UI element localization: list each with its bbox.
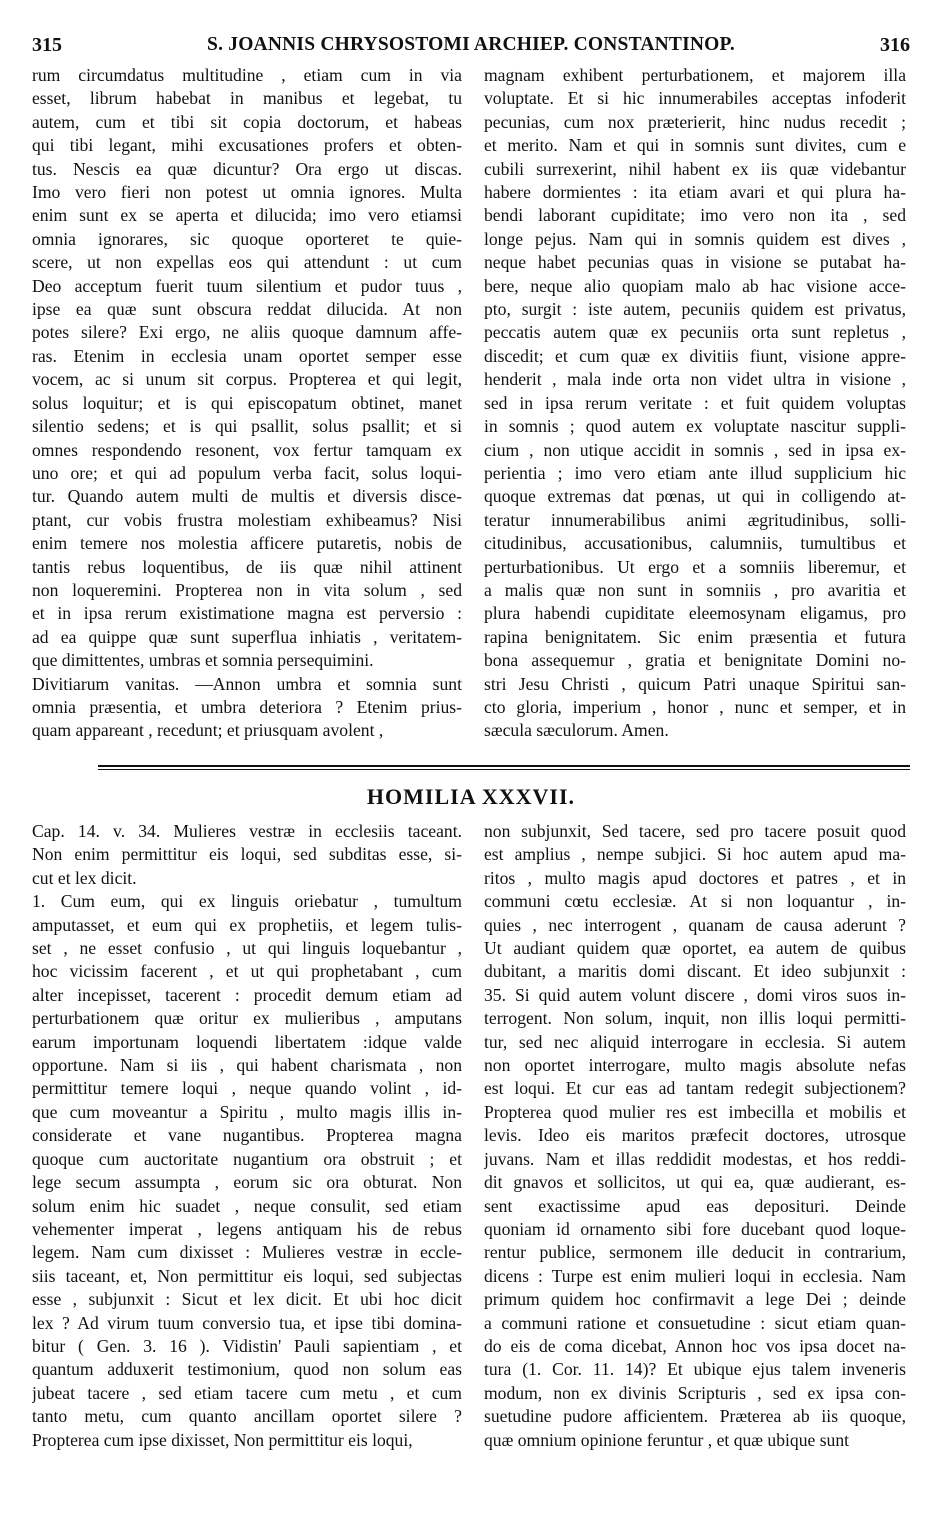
text-line: tura (1. Cor. 11. 14)? Et ubique ejus talem inveneris xyxy=(484,1359,906,1380)
text-line: pecunias, cum nox præterierit, hinc nudus recedit ; xyxy=(484,111,906,132)
text-line: citudinibus, accusationibus, calumniis, tumultibus et xyxy=(484,533,906,554)
text-line: voluptate. Et si hic innumerabiles acceptas infoderit xyxy=(484,88,906,109)
text-line: cto gloria, imperium , honor , nunc et semper, et in xyxy=(484,696,906,717)
text-line: vocem, ac si unum sit corpus. Propterea et qui legit, xyxy=(32,369,462,390)
text-line: non loqueremini. Propterea non in vita solum , sed xyxy=(32,579,462,600)
text-line: suetudine pudore afficientem. Præterea ab iis quoque, xyxy=(484,1406,906,1427)
running-title: S. JOANNIS CHRYSOSTOMI ARCHIEP. CONSTANTINOP. xyxy=(207,34,735,55)
text-line: sed in ipsa rerum veritate : et fuit quidem voluptas xyxy=(484,392,906,413)
text-line: pto, surgit : iste autem, pecuniis quidem est privatus, xyxy=(484,299,906,320)
text-line: vehementer imperat , legens antiquam his de rebus xyxy=(32,1218,462,1239)
text-line: silentio sedens; et is qui psallit, solus psallit; et si xyxy=(32,416,462,437)
text-line: perturbationibus. Ut ergo et a somniis liberemur, et xyxy=(484,556,906,577)
text-line: Divitiarum vanitas. —Annon umbra et somnia sunt xyxy=(32,673,462,694)
column-bottom-right xyxy=(484,820,906,1452)
text-line: teratur innumerabilibus animi ægritudinibus, solli- xyxy=(484,509,906,530)
text-line: Cap. 14. v. 34. Mulieres vestræ in ecclesiis taceant. xyxy=(32,821,462,841)
text-line: et in ipsa rerum existimatione magna est perversio : xyxy=(32,603,462,624)
column-top-left xyxy=(32,64,462,743)
text-line: solus loquitur; et is qui episcopatum obtinet, manet xyxy=(32,392,462,413)
text-line: jubeat tacere , sed etiam tacere cum metu , et cum xyxy=(32,1382,462,1403)
text-line: neque habet pecunias quas in visione se putabat ha- xyxy=(484,252,906,273)
text-line: Ut audiant quidem quæ oportet, ea autem de quibus xyxy=(484,938,906,959)
section-rule xyxy=(98,765,910,767)
text-line: Deo acceptum fuerit tuum silentium et pudor tuus , xyxy=(32,275,462,296)
text-line: terrogent. Non solum, inquit, non illis loqui permitti- xyxy=(484,1008,906,1029)
column-top-right xyxy=(484,64,906,743)
text-line: opportune. Nam si iis , qui habent charismata , non xyxy=(32,1055,462,1076)
text-line: ipse ea quæ sunt obscura reddat dilucida. At non xyxy=(32,299,462,320)
text-line: non subjunxit, Sed tacere, sed pro tacere posuit quod xyxy=(484,821,906,841)
page-number-right: 316 xyxy=(880,34,910,56)
text-line: permittitur temere loqui , neque quando volint , id- xyxy=(32,1078,462,1099)
text-line: legem. Nam cum dixisset : Mulieres vestræ in eccle- xyxy=(32,1242,462,1263)
text-line: cubili surrexerint, nihil habent ex iis quæ videbantur xyxy=(484,158,906,179)
text-line: a communi ratione et consuetudine : sicut etiam quan- xyxy=(484,1312,906,1333)
text-line: Imo vero fieri non potest ut omnia ignores. Multa xyxy=(32,182,462,203)
text-line: solum enim hic suadet , neque consulit, sed etiam xyxy=(32,1195,462,1216)
text-line: sent exactissime apud eas depositurі. Deinde xyxy=(484,1195,906,1216)
text-line: scere, ut non expellas eos qui attendunt : ut cum xyxy=(32,252,462,273)
text-line: enim sunt ex se aperta et dilucida; imo vero etiamsi xyxy=(32,205,462,226)
text-line: quoniam id ornamento sibi fore ducebant quod loque- xyxy=(484,1218,906,1239)
text-line: stri Jesu Christi , quicum Patri unaque Spiritui san- xyxy=(484,673,906,694)
text-line: siis taceant, et, Non permittitur eis loqui, sed subjectas xyxy=(32,1265,462,1286)
text-line: considerate et vane nugantibus. Propterea magna xyxy=(32,1125,462,1146)
text-line: bendi laborant cupiditate; imo vero non ita , sed xyxy=(484,205,906,226)
text-line: que dimittentes, umbras et somnia persequimini. xyxy=(32,650,374,671)
text-line: enim temere nos molestia afficere putaretis, nobis de xyxy=(32,533,462,554)
text-line: Propterea quod mulier res est imbecilla et mobilis et xyxy=(484,1101,906,1122)
text-line: non oportet interrogare, multo magis absolute nefas xyxy=(484,1055,906,1076)
text-line: discedit; et cum quæ ex divitiis fiunt, visione appre- xyxy=(484,345,906,366)
text-line: longe pejus. Nam qui in somnis quidem est dives , xyxy=(484,228,906,249)
column-bottom-left xyxy=(32,820,462,1452)
text-line: perturbationem quæ oritur ex mulieribus , amputans xyxy=(32,1008,462,1029)
text-line: autem, cum et tibi sit copia doctorum, et habeas xyxy=(32,111,462,132)
text-line: 1. Cum eum, qui ex linguis oriebatur , tumultum xyxy=(32,891,462,912)
text-line: quam appareant , recedunt; et priusquam avolent , xyxy=(32,720,384,741)
text-line: 35. Si quid autem volunt discere , domi viros suos in- xyxy=(484,984,906,1005)
text-line: esset, librum habebat in manibus et legebat, tu xyxy=(32,88,462,109)
text-line: sæcula sæculorum. Amen. xyxy=(484,720,669,741)
text-line: que cum moveantur a Spiritu , multo magis illis in- xyxy=(32,1101,462,1122)
text-line: habere dormientes : ita etiam avari et qui plura ha- xyxy=(484,182,906,203)
text-line: bere, neque alio quopiam malo ab hac visione acce- xyxy=(484,275,906,296)
page-number-left: 315 xyxy=(32,34,62,56)
text-line: lege secum assumpta , eorum sic ora obturat. Non xyxy=(32,1172,462,1193)
text-line: quies , nec interrogent , quanam de causa aderunt ? xyxy=(484,914,906,935)
text-line: rapina benignitatem. Sic enim præsentia et futura xyxy=(484,626,906,647)
text-line: juvans. Nam et illas reddidit modestas, et hos reddi- xyxy=(484,1148,906,1169)
text-line: earum importunam loquendi libertatem :idque valde xyxy=(32,1031,462,1052)
text-line: omnes respondendo resonent, vox fertur tamquam ex xyxy=(32,439,462,460)
text-line: tantis rebus loquentibus, de iis quæ nihil attinent xyxy=(32,556,462,577)
text-line: plura habendi cupiditate eleemosynam eligamus, pro xyxy=(484,603,906,624)
text-line: tus. Nescis ea quæ dicuntur? Ora ergo ut discas. xyxy=(32,158,462,179)
text-line: a malis quæ non sunt in somniis , pro avaritia et xyxy=(484,579,906,600)
text-line: omnia ignorares, sic quoque oporteret te quie- xyxy=(32,228,462,249)
text-line: Propterea cum ipse dixisset, Non permittitur eis loqui, xyxy=(32,1429,413,1450)
text-line: esse , subjunxit : Sicut et lex dicit. Et ubi hoc dicit xyxy=(32,1289,462,1310)
text-line: uno ore; et qui ad populum verba facit, solus loqui- xyxy=(32,462,462,483)
text-line: est amplius , nempe subjici. Si hoc autem apud ma- xyxy=(484,844,906,865)
text-line: alter incepisset, tacerent : procedit demum etiam ad xyxy=(32,984,462,1005)
text-line: amputasset, et eum qui ex prophetiis, et legem tulis- xyxy=(32,914,462,935)
text-line: omnia præsentia, et umbra deteriora ? Etenim prius- xyxy=(32,696,462,717)
text-line: levis. Ideo eis maritos præfecit doctores, utrosque xyxy=(484,1125,906,1146)
text-line: tur. Quando autem multi de multis et diversis disce- xyxy=(32,486,462,507)
text-line: rentur publice, sermonem ille deducit in contrarium, xyxy=(484,1242,906,1263)
text-line: dubitant, a maritis domi discant. Et ideo subjunxit : xyxy=(484,961,906,982)
text-line: ad ea quippe quæ sunt superflua inhiatis , veritatem- xyxy=(32,626,462,647)
text-line: tur, sed nec aliquid interrogare in ecclesia. Si autem xyxy=(484,1031,906,1052)
text-line: potes silere? Exi ergo, ne aliis quoque damnum affe- xyxy=(32,322,462,343)
text-line: ptant, cur vobis frustra molestiam exhibeamus? Nisi xyxy=(32,509,462,530)
text-line: dicens : Turpe est enim mulieri loqui in ecclesia. Nam xyxy=(484,1265,906,1286)
text-line: ras. Etenim in ecclesia unam oportet semper esse xyxy=(32,345,462,366)
text-line: lex ? Ad virum tuum conversio tua, et ipse tibi domina- xyxy=(32,1312,462,1333)
text-line: est loqui. Et cur eas ad tantam redegit subjectionem? xyxy=(484,1078,906,1099)
text-line: bona assequemur , gratia et benignitate Domini no- xyxy=(484,650,906,671)
text-line: hoc vicissim facerent , et ut qui prophetabant , cum xyxy=(32,961,462,982)
text-line: communi cœtu ecclesiæ. At si non loquantur , in- xyxy=(484,891,906,912)
text-line: dit gnavos et sollicitos, ut qui ea, quæ audierant, es- xyxy=(484,1172,906,1193)
text-line: bitur ( Gen. 3. 16 ). Vidistin' Pauli sapientiam , et xyxy=(32,1335,462,1356)
running-header xyxy=(32,34,910,62)
text-line: magnam exhibent perturbationem, et majorem illa xyxy=(484,65,906,85)
section-rule-thin xyxy=(98,769,910,770)
text-line: et merito. Nam et qui in somnis sunt divites, cum e xyxy=(484,135,906,156)
text-line: quantum adduxerit testimonium, quod non solum eas xyxy=(32,1359,462,1380)
text-line: do eis de coma dicebat, Annon hoc vos ipsa docet na- xyxy=(484,1335,906,1356)
text-line: henderit , mala inde orta non videt ultra in visione , xyxy=(484,369,906,390)
text-line: Non enim permittitur eis loqui, sed subditas esse, si- xyxy=(32,844,462,865)
text-line: primum quidem hoc confirmavit a lege Dei ; deinde xyxy=(484,1289,906,1310)
text-line: tanto metu, cum quanto ancillam oportet silere ? xyxy=(32,1406,462,1427)
text-line: ritos , multo magis apud doctores et patres , et in xyxy=(484,867,906,888)
text-line: quoque extremas dat pœnas, ut qui in colligendo at- xyxy=(484,486,906,507)
text-line: rum circumdatus multitudine , etiam cum in via xyxy=(32,65,462,85)
text-line: quoque cum auctoritate nugantium ora obstruit ; et xyxy=(32,1148,462,1169)
text-line: set , ne esset confusio , ut qui linguis loquebantur , xyxy=(32,938,462,959)
text-line: qui tibi legant, mihi excusationes profers et obten- xyxy=(32,135,462,156)
text-line: quæ omnium opinione feruntur , et quæ ubique sunt xyxy=(484,1429,850,1450)
text-line: perientia ; imo vero etiam ante illud supplicium hic xyxy=(484,462,906,483)
text-line: modum, non ex divinis Scripturis , sed ex ipsa con- xyxy=(484,1382,906,1403)
homily-title: HOMILIA XXXVII. xyxy=(366,784,576,809)
text-line: cium , non utique accidit in somnis , sed in ipsa ex- xyxy=(484,439,906,460)
text-line: in somnis ; quod autem ex voluptate nascitur suppli- xyxy=(484,416,906,437)
text-line: peccatis autem quæ ex pecuniis orta sunt repletus , xyxy=(484,322,906,343)
text-line: cut et lex dicit. xyxy=(32,867,137,888)
